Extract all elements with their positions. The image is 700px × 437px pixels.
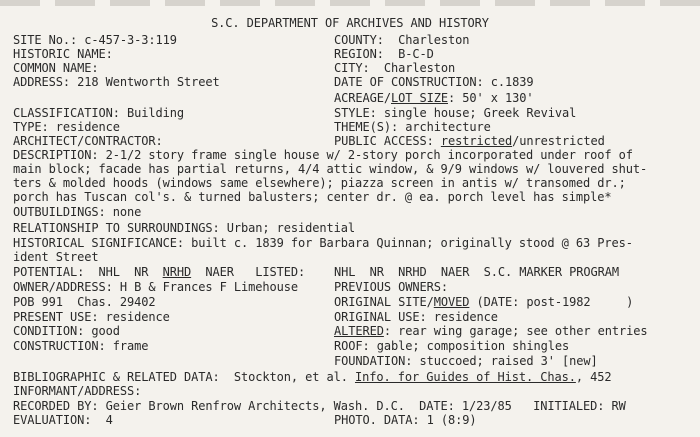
owner-address: OWNER/ADDRESS: H B & Frances F Limehouse	[13, 280, 298, 294]
roof: ROOF: gable; composition shingles	[334, 339, 570, 353]
previous-owners: PREVIOUS OWNERS:	[334, 280, 448, 294]
present-use: PRESENT USE: residence	[13, 310, 170, 324]
date-of-construction: DATE OF CONSTRUCTION: c.1839	[334, 75, 534, 89]
relationship-to-surroundings: RELATIONSHIP TO SURROUNDINGS: Urban; residential	[13, 221, 355, 235]
public-access: PUBLIC ACCESS: restricted/unrestricted	[334, 134, 605, 148]
bibliographic-data: BIBLIOGRAPHIC & RELATED DATA: Stockton, et al. Info. for Guides of Hist. Chas., 452	[13, 370, 612, 384]
description-line: DESCRIPTION: 2-1/2 story frame single house w/ 2-story porch incorporated under roof of	[13, 148, 633, 162]
site-number: SITE No.: c-457-3-3:119	[13, 33, 177, 47]
type: TYPE: residence	[13, 120, 120, 134]
style: STYLE: single house; Greek Revival	[334, 106, 577, 120]
historical-significance-line: ident Street	[13, 250, 99, 264]
informant-address: INFORMANT/ADDRESS:	[13, 384, 142, 398]
themes: THEME(S): architecture	[334, 120, 491, 134]
original-use: ORIGINAL USE: residence	[334, 310, 498, 324]
torn-top-edge	[0, 0, 700, 6]
common-name: COMMON NAME:	[13, 61, 99, 75]
county: COUNTY: Charleston	[334, 33, 470, 47]
city: CITY: Charleston	[334, 61, 456, 75]
photo-data: PHOTO. DATA: 1 (8:9)	[334, 413, 477, 427]
owner-po-box: POB 991 Chas. 29402	[13, 295, 156, 309]
architect-contractor: ARCHITECT/CONTRACTOR:	[13, 134, 163, 148]
description-line: porch has Tuscan col's. & turned balusters; center dr. @ ea. porch level has simple*	[13, 190, 612, 204]
outbuildings: OUTBUILDINGS: none	[13, 205, 142, 219]
construction: CONSTRUCTION: frame	[13, 339, 149, 353]
address: ADDRESS: 218 Wentworth Street	[13, 75, 220, 89]
region: REGION: B-C-D	[334, 47, 434, 61]
original-site-moved: ORIGINAL SITE/MOVED (DATE: post-1982 )	[334, 295, 634, 309]
potential: POTENTIAL: NHL NR NRHD NAER LISTED:	[13, 265, 306, 279]
description-line: ters & molded hoods (windows same elsewhere); piazza screen in antis w/ transomed dr.;	[13, 176, 626, 190]
altered: ALTERED: rear wing garage; see other entries	[334, 324, 648, 338]
classification: CLASSIFICATION: Building	[13, 106, 184, 120]
evaluation: EVALUATION: 4	[13, 413, 113, 427]
card-header: S.C. DEPARTMENT OF ARCHIVES AND HISTORY	[211, 16, 489, 30]
condition: CONDITION: good	[13, 324, 120, 338]
recorded-by: RECORDED BY: Geier Brown Renfrow Architects, Wash. D.C. DATE: 1/23/85 INITIALED: RW	[13, 399, 626, 413]
acreage-lot-size: ACREAGE/LOT SIZE: 50' x 130'	[334, 91, 534, 105]
foundation: FOUNDATION: stuccoed; raised 3' [new]	[334, 354, 598, 368]
listed-programs: NHL NR NRHD NAER S.C. MARKER PROGRAM	[334, 265, 619, 279]
historical-significance-line: HISTORICAL SIGNIFICANCE: built c. 1839 for Barbara Quinnan; originally stood @ 63 Pres-	[13, 236, 633, 250]
historic-name: HISTORIC NAME:	[13, 47, 113, 61]
description-line: main block; facade has partial returns, 4/4 attic window, & 9/9 windows w/ louvered shut-	[13, 162, 648, 176]
